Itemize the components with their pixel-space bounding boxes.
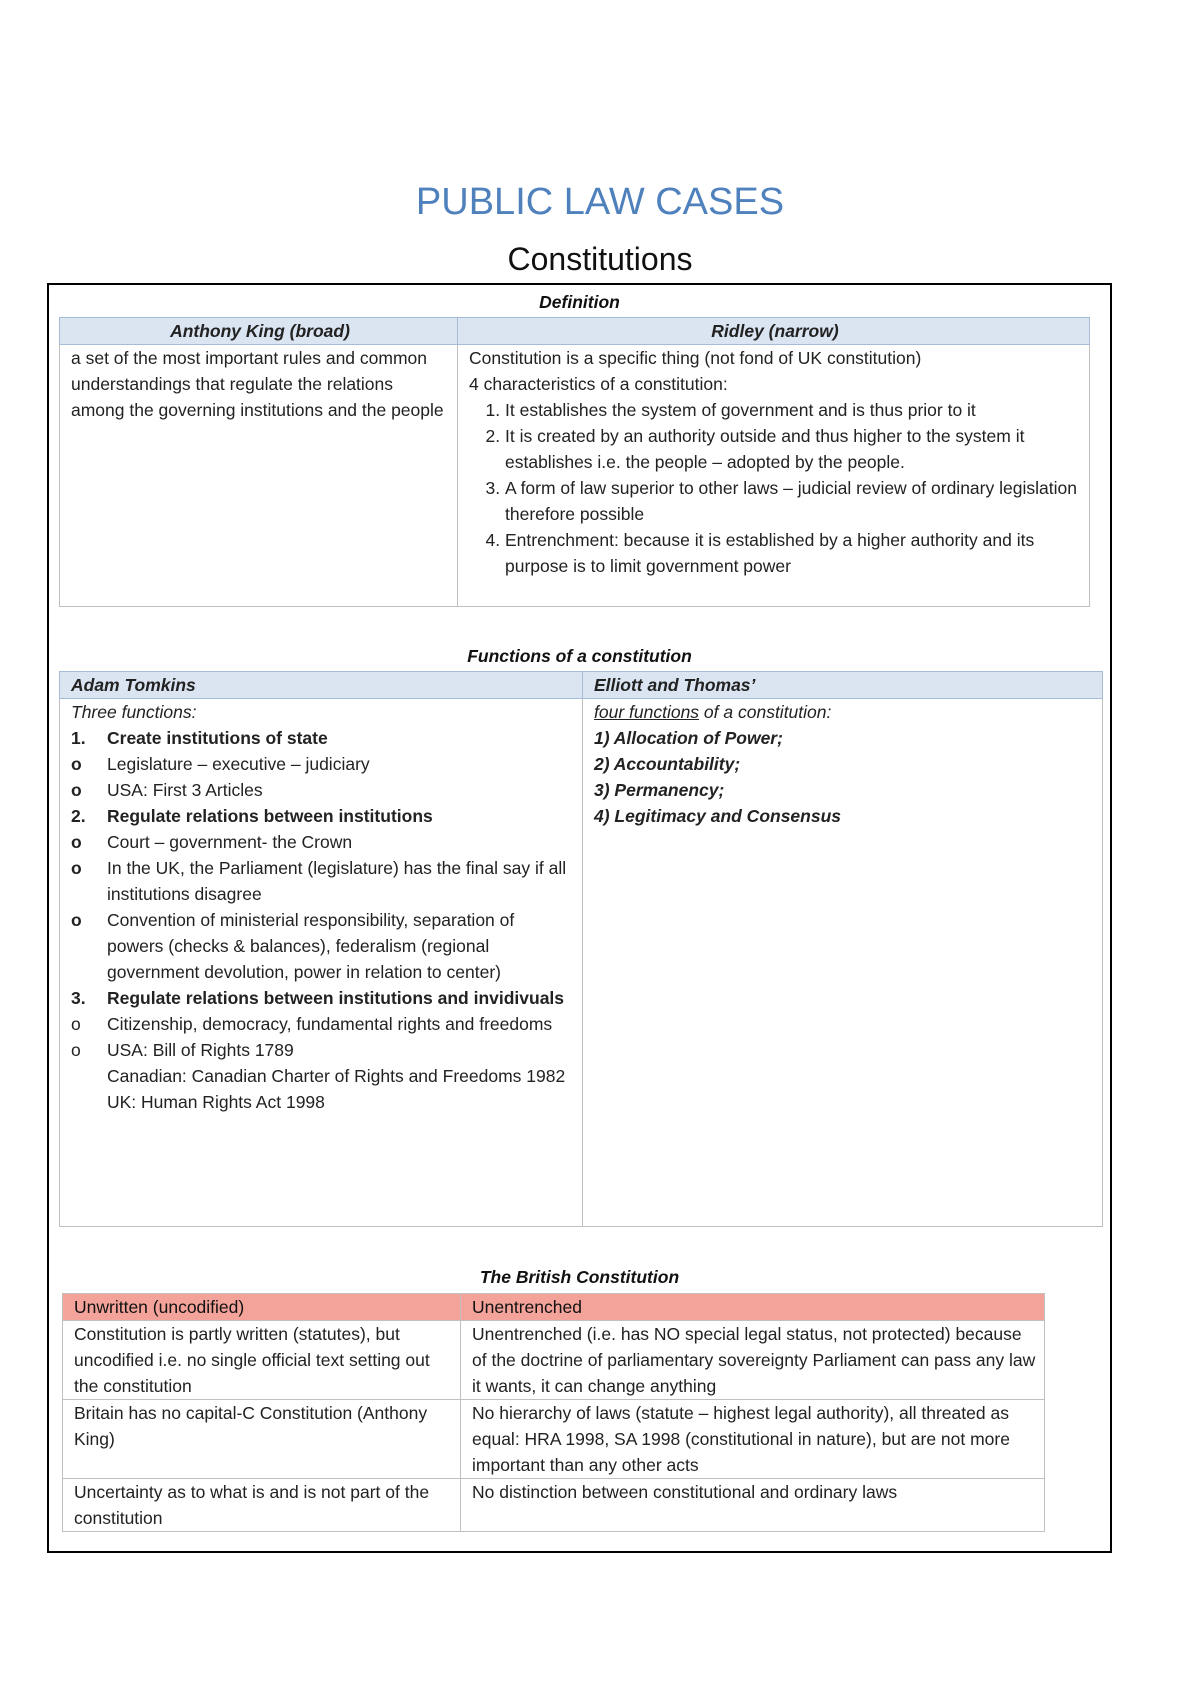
unentrenched-header: Unentrenched [461,1294,1045,1321]
list-marker: 2. [71,806,86,826]
ridley-intro-2: 4 characteristics of a constitution: [469,374,728,394]
tomkins-intro: Three functions: [71,702,197,722]
list-item-text: In the UK, the Parliament (legislature) has the final say if all institutions disagree [107,858,567,904]
list-item-text: Regulate relations between institutions [107,806,433,826]
list-item [71,829,574,855]
list-marker: 1. [71,728,86,748]
table-cell: Unentrenched (i.e. has NO special legal status, not protected) because of the doctrine of parliamentary sovereignty Parliament can pass any law it wants, it can change anything [461,1321,1045,1400]
list-item-text: USA: First 3 Articles [107,780,263,800]
list-marker: o [71,754,82,774]
list-marker: o [71,832,82,852]
list-item: Canadian: Canadian Charter of Rights and Freedoms 1982 [107,1066,566,1086]
anthony-king-definition: a set of the most important rules and common understandings that regulate the relations among the governing institutions and the people [60,345,458,607]
list-item [71,777,574,803]
list-item [71,725,574,751]
list-marker: 3. [71,988,86,1008]
table-cell: Uncertainty as to what is and is not part of the constitution [63,1479,461,1532]
elliott-thomas-functions [583,699,1103,1227]
list-item-text: USA: Bill of Rights 1789 [107,1040,294,1060]
ridley-intro: Constitution is a specific thing (not fond of UK constitution) [469,348,922,368]
list-marker: o [71,858,82,878]
list-item-text: Legislature – executive – judiciary [107,754,370,774]
characteristics-list [469,397,1081,579]
list-item [71,1037,574,1063]
ridley-definition [458,345,1090,607]
page-title: PUBLIC LAW CASES [415,181,785,223]
definition-heading: Definition [539,292,620,312]
list-item: 3) Permanency; [594,780,725,800]
list-item-text: Create institutions of state [107,728,328,748]
list-item [71,751,574,777]
list-item: 1) Allocation of Power; [594,728,783,748]
list-item-text: Citizenship, democracy, fundamental rights and freedoms [107,1014,553,1034]
list-item-text: Court – government- the Crown [107,832,353,852]
list-item [71,907,574,985]
list-item-text: Regulate relations between institutions and invidivuals [107,988,565,1008]
list-marker: o [71,780,82,800]
list-marker: o [71,1014,81,1034]
list-marker: o [71,1040,81,1060]
content-box [47,283,1112,1553]
tomkins-header: Adam Tomkins [60,672,583,699]
list-item [71,803,574,829]
list-item [71,1011,574,1037]
table-cell: No distinction between constitutional and ordinary laws [461,1479,1045,1532]
british-table [62,1293,1045,1532]
list-item: UK: Human Rights Act 1998 [107,1092,325,1112]
definition-col2-header: Ridley (narrow) [458,318,1090,345]
definition-col1-header: Anthony King (broad) [60,318,458,345]
list-item: 2) Accountability; [594,754,741,774]
unwritten-header: Unwritten (uncodified) [63,1294,461,1321]
list-item: 3. A form of law superior to other laws – judicial review of ordinary legislation therefore possible [505,475,1081,527]
elliott-thomas-header: Elliott and Thomas’ [583,672,1103,699]
tomkins-functions [60,699,583,1227]
functions-table [59,671,1103,1227]
list-item: 1. It establishes the system of government and is thus prior to it [505,397,1081,423]
list-item [71,985,574,1011]
list-item: 4. Entrenchment: because it is established by a higher authority and its purpose is to limit government power [505,527,1081,579]
table-cell: No hierarchy of laws (statute – highest legal authority), all threated as equal: HRA 1998, SA 1998 (constitutional in nature), but are not more important than any other acts [461,1400,1045,1479]
table-cell: Constitution is partly written (statutes), but uncodified i.e. no single official text setting out the constitution [63,1321,461,1400]
list-item [71,855,574,907]
list-marker: o [71,910,82,930]
page-subtitle: Constitutions [507,241,693,277]
definition-table [59,317,1090,607]
elliott-intro: four functions of a constitution: [594,702,832,722]
list-item: 4) Legitimacy and Consensus [594,806,842,826]
list-item: 2. It is created by an authority outside and thus higher to the system it establishes i.e. the people – adopted by the people. [505,423,1081,475]
british-heading: The British Constitution [479,1267,680,1287]
list-item-text: Convention of ministerial responsibility, separation of powers (checks & balances), federalism (regional government devolution, power in relation to center) [107,910,515,982]
table-cell: Britain has no capital-C Constitution (Anthony King) [63,1400,461,1479]
functions-heading: Functions of a constitution [467,646,692,666]
